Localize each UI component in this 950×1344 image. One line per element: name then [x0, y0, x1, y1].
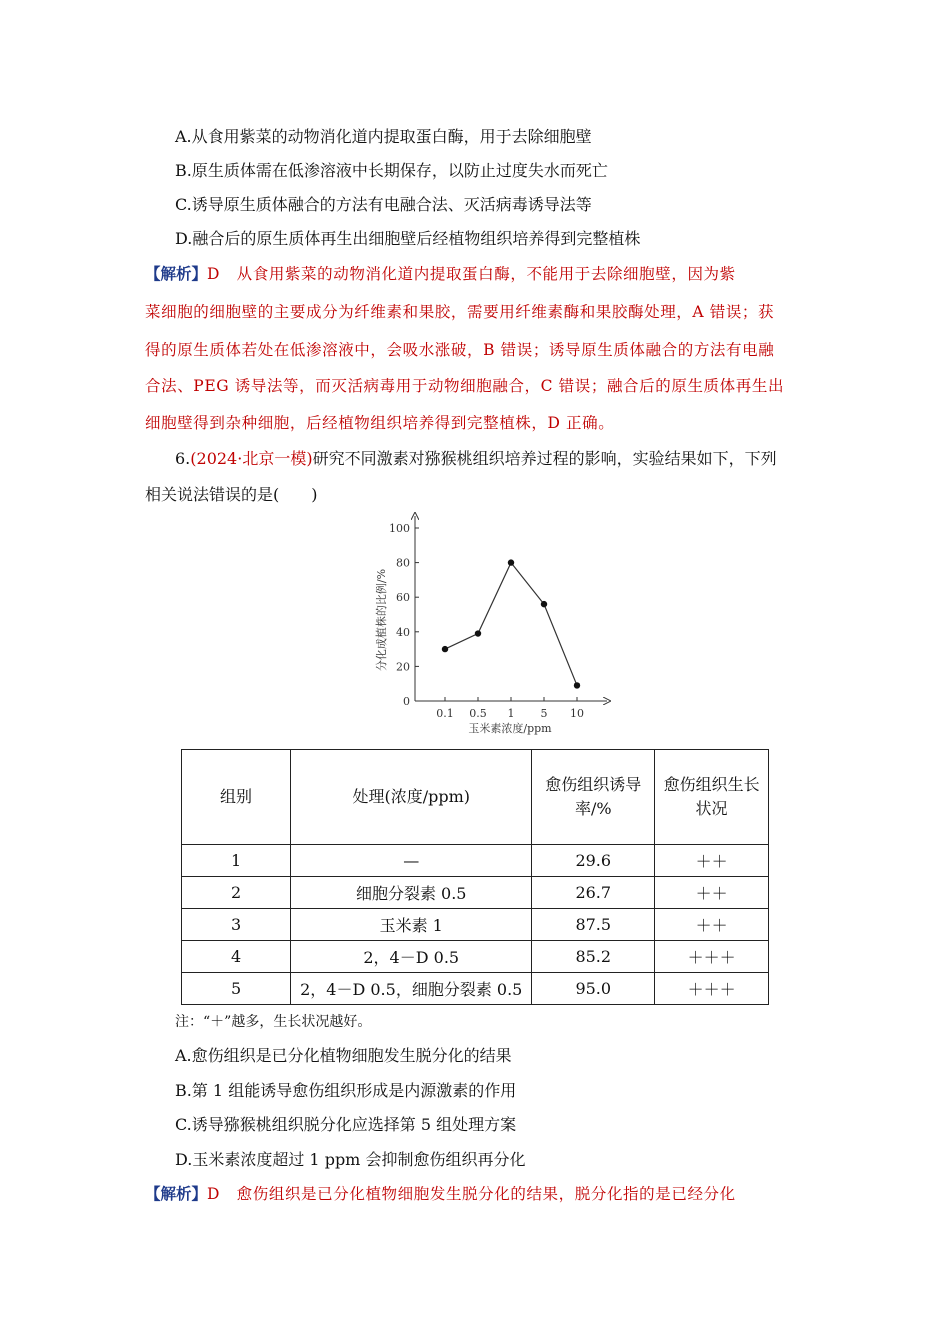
q6-option-d: D.玉米素浓度超过 1 ppm 会抑制愈伤组织再分化 [175, 1150, 526, 1169]
question-source: (2024·北京一模) [190, 449, 313, 468]
y-tick-label: 0 [403, 695, 410, 708]
table-row [182, 845, 769, 877]
table-header-row [182, 750, 769, 845]
header-treatment: 处理(浓度/ppm) [291, 750, 532, 845]
analysis-line-2: 菜细胞的细胞壁的主要成分为纤维素和果胶，需要用纤维素酶和果胶酶处理，A 错误；获 [145, 303, 775, 321]
line-chart [365, 510, 615, 740]
cell-treatment: 2，4－D 0.5 [291, 941, 532, 973]
cell-growth: ＋＋ [655, 909, 769, 941]
analysis-tag: 【解析】 [145, 264, 208, 283]
header-induction-rate [532, 750, 655, 845]
header-growth [655, 750, 769, 845]
cell-growth: ＋＋＋ [655, 973, 769, 1005]
cell-rate: 87.5 [532, 909, 655, 941]
cell-rate: 26.7 [532, 877, 655, 909]
q6-analysis-line-1 [145, 1184, 805, 1204]
x-axis-label: 玉米素浓度/ppm [468, 722, 552, 735]
x-tick-label: 10 [570, 707, 584, 720]
cell-group: 3 [182, 909, 291, 941]
cell-rate: 29.6 [532, 845, 655, 877]
analysis-line-4: 合法、PEG 诱导法等，而灭活病毒用于动物细胞融合，C 错误；融合后的原生质体再生出 [145, 377, 785, 395]
data-point [442, 646, 448, 652]
y-tick-label: 100 [389, 522, 410, 535]
table-note: 注：“＋”越多，生长状况越好。 [175, 1014, 372, 1030]
table-row [182, 941, 769, 973]
table-row [182, 973, 769, 1005]
q6-analysis-text: 愈伤组织是已分化植物细胞发生脱分化的结果，脱分化指的是已经分化 [236, 1185, 736, 1203]
cell-treatment: — [291, 845, 532, 877]
table-row [182, 877, 769, 909]
option-a: A.从食用紫菜的动物消化道内提取蛋白酶，用于去除细胞壁 [175, 127, 592, 146]
cell-treatment: 玉米素 1 [291, 909, 532, 941]
table-row [182, 909, 769, 941]
series-line [445, 563, 577, 686]
y-tick-label: 40 [396, 625, 410, 639]
analysis-line-1 [145, 264, 805, 284]
cell-growth: ＋＋＋ [655, 941, 769, 973]
cell-group: 1 [182, 845, 291, 877]
x-tick-label: 0.1 [436, 707, 454, 720]
cell-group: 2 [182, 877, 291, 909]
cell-growth: ＋＋ [655, 877, 769, 909]
x-tick-label: 1 [507, 707, 515, 720]
header-group: 组别 [182, 750, 291, 845]
option-c: C.诱导原生质体融合的方法有电融合法、灭活病毒诱导法等 [175, 195, 592, 214]
data-point [541, 601, 547, 607]
question-stem-line1: 研究不同激素对猕猴桃组织培养过程的影响，实验结果如下，下列 [312, 449, 777, 468]
question-6-stem [175, 449, 777, 469]
cell-rate: 95.0 [532, 973, 655, 1005]
results-table [181, 749, 769, 1005]
analysis-line-3: 得的原生质体若处在低渗溶液中，会吸水涨破，B 错误；诱导原生质体融合的方法有电融 [145, 341, 775, 359]
option-b: B.原生质体需在低渗溶液中长期保存，以防止过度失水而死亡 [175, 161, 608, 180]
y-tick-label: 20 [396, 660, 410, 674]
q6-option-c: C.诱导猕猴桃组织脱分化应选择第 5 组处理方案 [175, 1115, 517, 1134]
header-growth-text: 愈伤组织生长状况 [663, 775, 760, 818]
analysis-line-5: 细胞壁得到杂种细胞，后经植物组织培养得到完整植株，D 正确。 [145, 414, 615, 432]
q6-option-a: A.愈伤组织是已分化植物细胞发生脱分化的结果 [175, 1046, 512, 1065]
cell-group: 4 [182, 941, 291, 973]
cell-growth: ＋＋ [655, 845, 769, 877]
header-induction-rate-text: 愈伤组织诱导率/% [545, 775, 642, 818]
question-stem-line2: 相关说法错误的是( ) [145, 485, 318, 504]
x-tick-label: 0.5 [469, 707, 487, 720]
data-point [475, 630, 481, 636]
q6-analysis-answer: D [207, 1185, 221, 1203]
data-point [574, 682, 580, 688]
y-tick-label: 80 [396, 556, 410, 570]
x-tick-label: 5 [540, 707, 548, 720]
y-tick-label: 60 [396, 591, 410, 605]
data-point [508, 559, 514, 565]
q6-option-b: B.第 1 组能诱导愈伤组织形成是内源激素的作用 [175, 1081, 517, 1100]
question-number: 6. [175, 449, 191, 468]
analysis-text: 从食用紫菜的动物消化道内提取蛋白酶，不能用于去除细胞壁，因为紫 [236, 265, 736, 283]
cell-treatment: 细胞分裂素 0.5 [291, 877, 532, 909]
cell-treatment: 2，4－D 0.5，细胞分裂素 0.5 [291, 973, 532, 1005]
q6-analysis-tag: 【解析】 [145, 1184, 208, 1203]
y-axis-label: 分化成植株的比例/% [375, 568, 388, 672]
option-d: D.融合后的原生质体再生出细胞壁后经植物组织培养得到完整植株 [175, 229, 641, 248]
cell-group: 5 [182, 973, 291, 1005]
analysis-answer: D [207, 265, 221, 283]
cell-rate: 85.2 [532, 941, 655, 973]
